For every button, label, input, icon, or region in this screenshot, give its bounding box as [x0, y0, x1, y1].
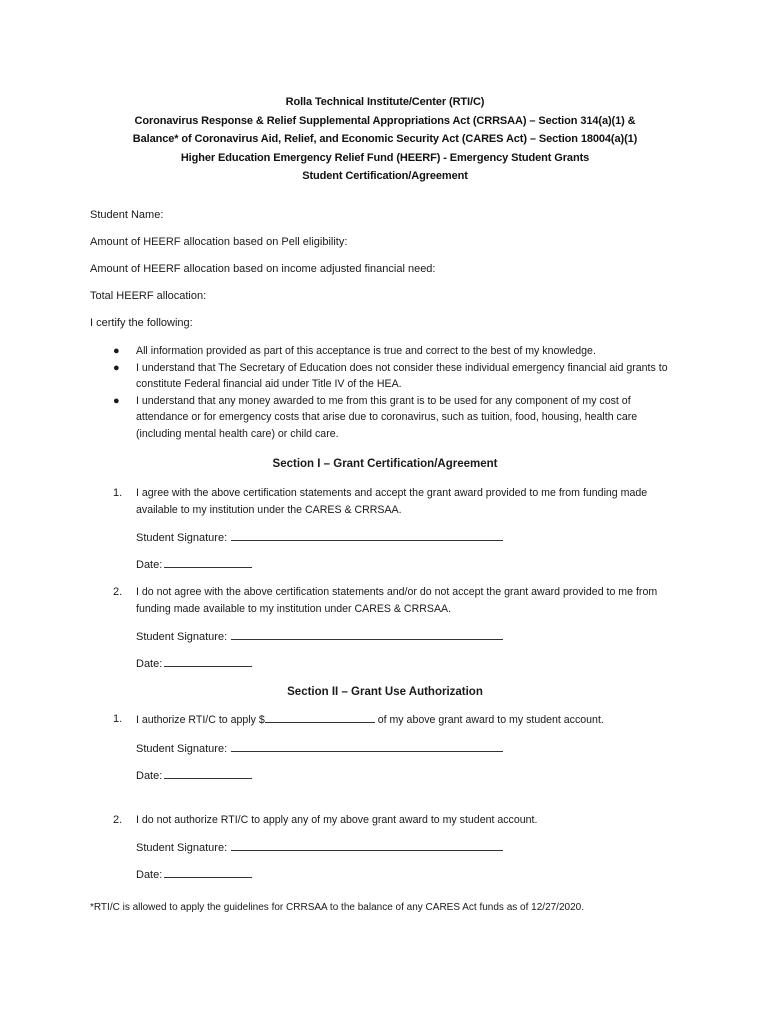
section2-item2-number: 2.: [113, 814, 123, 826]
section2-item2-text: I do not authorize RTI/C to apply any of my above grant award to my student account.: [136, 814, 538, 826]
date-label: Date:: [136, 559, 163, 571]
header-form-title: Student Certification/Agreement: [302, 170, 468, 182]
section1-item1-date: [136, 556, 252, 573]
section2-item1-date: [136, 767, 252, 784]
certification-item: [0, 393, 770, 443]
section2-item1-signature: [136, 740, 503, 757]
section2-item2-signature: [136, 839, 503, 856]
student-name-label: Student Name:: [90, 209, 164, 221]
date-label: Date:: [136, 770, 163, 782]
certify-intro: I certify the following:: [90, 317, 193, 329]
section2-item1-number: 1.: [113, 713, 123, 725]
signature-field[interactable]: [231, 529, 503, 541]
pell-allocation-label: Amount of HEERF allocation based on Pell eligibility:: [90, 236, 348, 248]
date-label: Date:: [136, 658, 163, 670]
bullet-icon: ●: [113, 394, 120, 407]
date-field[interactable]: [164, 767, 252, 779]
section1-title: Section I – Grant Certification/Agreement: [272, 458, 498, 470]
total-allocation-label: Total HEERF allocation:: [90, 290, 207, 302]
date-field[interactable]: [164, 556, 252, 568]
section2-item1-text: [136, 711, 604, 728]
certification-item: [0, 343, 770, 360]
signature-label: Student Signature:: [136, 743, 228, 755]
date-field[interactable]: [164, 655, 252, 667]
certification-text: I understand that The Secretary of Education does not consider these individual emergency financial aid grants to constitute Federal financial aid under Title IV of the HEA.: [136, 361, 668, 390]
header-cares-line: Balance* of Coronavirus Aid, Relief, and Economic Security Act (CARES Act) – Section 18004(a)(1): [132, 133, 638, 145]
header-institution: Rolla Technical Institute/Center (RTI/C): [285, 96, 485, 108]
signature-field[interactable]: [231, 740, 503, 752]
section1-item1-text: I agree with the above certification statements and accept the grant award provided to me from funding made available to my institution under the CARES & CRRSAA.: [136, 487, 648, 516]
section2-title: Section II – Grant Use Authorization: [287, 686, 483, 698]
certification-item: [0, 360, 770, 393]
certification-list: [0, 343, 770, 442]
section1-item2-signature: [136, 628, 503, 645]
bullet-icon: ●: [113, 345, 120, 357]
signature-label: Student Signature:: [136, 532, 228, 544]
section1-item1-signature: [136, 529, 503, 546]
certification-text: All information provided as part of this acceptance is true and correct to the best of my knowledge.: [136, 345, 596, 357]
footnote: *RTI/C is allowed to apply the guidelines for CRRSAA to the balance of any CARES Act funds as of 12/27/2020.: [90, 902, 584, 913]
dollar-amount-field[interactable]: [265, 711, 375, 723]
header-heerf-line: Higher Education Emergency Relief Fund (HEERF) - Emergency Student Grants: [180, 151, 590, 164]
need-allocation-label: Amount of HEERF allocation based on income adjusted financial need:: [90, 263, 436, 275]
signature-field[interactable]: [231, 628, 503, 640]
section1-item2-number: 2.: [113, 586, 123, 598]
section1-item2-text: I do not agree with the above certification statements and/or do not accept the grant award provided to me from funding made available to my institution under CARES & CRRSAA.: [136, 586, 658, 615]
bullet-icon: ●: [113, 361, 120, 374]
section1-item2-date: [136, 655, 252, 672]
section1-item1-number: 1.: [113, 487, 123, 499]
authorize-text-after: of my above grant award to my student account.: [374, 714, 604, 726]
certification-text: I understand that any money awarded to me from this grant is to be used for any component of my cost of attendance or for emergency costs that arise due to coronavirus, such as tuition, food, housing, health care (including mental health care) or child care.: [136, 394, 638, 440]
authorize-text-before: I authorize RTI/C to apply $: [136, 714, 265, 726]
signature-label: Student Signature:: [136, 631, 228, 643]
signature-field[interactable]: [231, 839, 503, 851]
date-field[interactable]: [164, 866, 252, 878]
document-header: [0, 93, 770, 186]
header-crrsaa-line: Coronavirus Response & Relief Supplemental Appropriations Act (CRRSAA) – Section 314(a)(1) &: [134, 114, 636, 127]
date-label: Date:: [136, 869, 163, 881]
section2-item2-date: [136, 866, 252, 883]
signature-label: Student Signature:: [136, 842, 228, 854]
